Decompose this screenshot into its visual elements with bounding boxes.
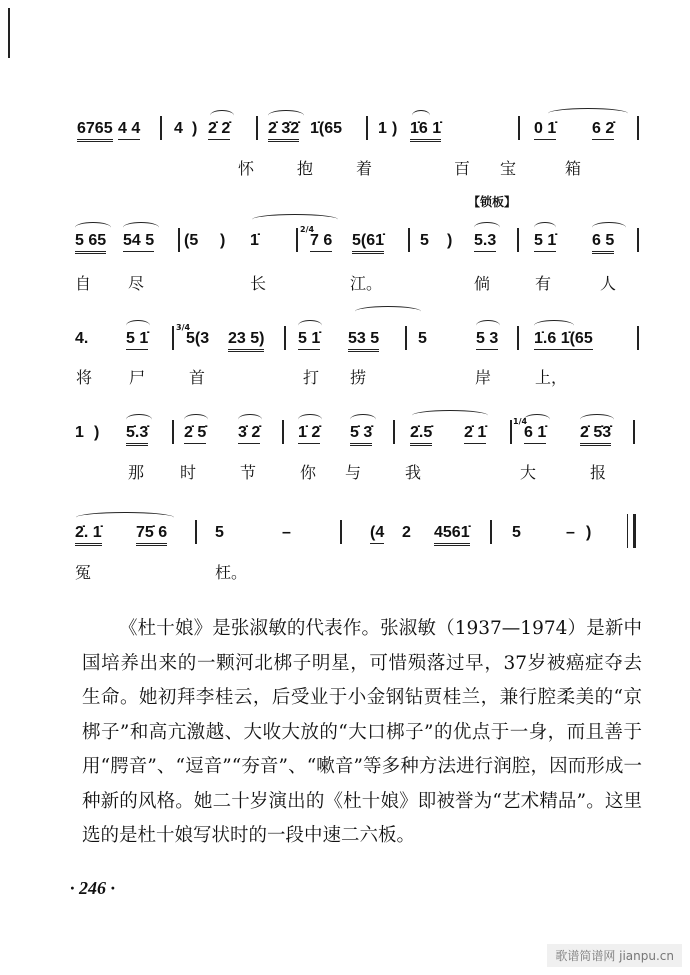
note-group: 2̇ 5̇ — [184, 424, 206, 444]
note-group: ) — [447, 232, 453, 249]
barline — [517, 228, 519, 252]
note-group: 5(61̇ — [352, 232, 384, 254]
lyric: 怀 — [238, 159, 255, 178]
note-group: 6 1̇ — [524, 424, 546, 444]
commentary-paragraph — [82, 612, 642, 854]
note-group: 6765 — [77, 120, 113, 142]
note-group: ) — [94, 424, 100, 441]
lyric: 打 — [303, 368, 320, 387]
note-group: 5 — [512, 524, 521, 541]
barline — [178, 228, 180, 252]
time-signature: 3/4 — [176, 323, 191, 332]
barline — [517, 326, 519, 350]
lyric: 那 — [128, 463, 145, 482]
note-group: 2̇ 5̇3̇ — [580, 424, 611, 446]
section-tag: 【锁板】 — [468, 195, 517, 209]
note-group: 4 — [174, 120, 183, 137]
lyric: 首 — [189, 368, 206, 387]
commentary-text: 《杜十娘》是张淑敏的代表作。张淑敏（1937—1974）是新中国培养出来的一颗河北梆子明星，可惜殒落过早，37岁被癌症夺去生命。她初拜李桂云，后受业于小金钢钻贾桂兰，兼行腔柔美的“京梆子”和高亢激越、大收大放的“大口梆子”的优点于一身，而且善于用“腭音”、“逗音”“夯音”、“嗽音”等多种方法进行润腔，因而形成一种新的风格。她二十岁演出的《杜十娘》即被誉为“艺术精品”。这里选的是杜十娘写状时的一段中速二六板。 — [82, 618, 642, 846]
note-group: 7 6 — [310, 232, 332, 252]
page-number: · 246 · — [70, 878, 115, 898]
lyric: 上， — [535, 368, 568, 387]
note-group: 4561̇ — [434, 524, 470, 546]
note-group: 5 1̇ — [126, 330, 148, 350]
lyric: 大 — [520, 463, 537, 482]
time-signature: 1/4 — [513, 417, 528, 426]
note-group: 1̇ — [250, 232, 259, 249]
note-group: 1 — [378, 120, 387, 137]
barline — [633, 420, 635, 444]
note-group: ) — [586, 524, 592, 541]
barline — [172, 326, 174, 350]
lyric: 宝 — [500, 159, 517, 178]
note-group: 5̇.3̇ — [126, 424, 148, 446]
note-group: 6 5 — [592, 232, 614, 254]
lyric: 报 — [590, 463, 607, 482]
final-barline — [627, 514, 636, 548]
note-group: (5 — [184, 232, 199, 249]
note-group: 75̇ 6 — [136, 524, 167, 546]
note-group: – — [282, 524, 291, 541]
note-group: 4 4 — [118, 120, 140, 140]
lyric: 江。 — [350, 274, 383, 293]
note-group: – — [566, 524, 575, 541]
lyric: 抱 — [297, 159, 314, 178]
barline — [282, 420, 284, 444]
watermark: 歌谱简谱网 jianpu.cn — [547, 944, 682, 967]
lyric: 冤 — [75, 563, 92, 582]
note-group: 6 2̇ — [592, 120, 614, 140]
time-signature: 2/4 — [300, 225, 315, 234]
barline — [637, 326, 639, 350]
slur — [412, 410, 488, 421]
note-group: ) — [192, 120, 198, 137]
lyric: 有 — [535, 274, 552, 293]
lyric: 岸 — [475, 368, 492, 387]
barline — [510, 420, 512, 444]
barline — [160, 116, 162, 140]
barline — [518, 116, 520, 140]
lyric: 节 — [240, 463, 257, 482]
note-group: 2 — [402, 524, 411, 541]
barline — [195, 520, 197, 544]
lyric: 箱 — [565, 159, 582, 178]
barline — [637, 228, 639, 252]
note-group: (4 — [370, 524, 384, 544]
note-group: 1̇(65 — [310, 120, 343, 137]
barline — [340, 520, 342, 544]
barline — [366, 116, 368, 140]
barline — [284, 326, 286, 350]
lyric: 倘 — [474, 274, 491, 293]
slur — [548, 108, 628, 119]
lyric: 时 — [180, 463, 197, 482]
note-group: 5 65 — [75, 232, 106, 254]
lyric: 人 — [600, 274, 617, 293]
lyric: 将 — [76, 368, 93, 387]
note-group: 2̇.5̇ — [410, 424, 432, 446]
lyric: 与 — [345, 463, 362, 482]
slur — [76, 512, 174, 523]
note-group: 3̇ 2̇ — [238, 424, 260, 444]
note-group: 5 1̇ — [534, 232, 556, 252]
note-group: 53 5 — [348, 330, 379, 352]
note-group: 23 5) — [228, 330, 264, 352]
note-group: 1̇6 1̇ — [410, 120, 441, 142]
note-group: 5 — [420, 232, 429, 249]
slur — [252, 214, 338, 225]
note-group: 1 — [75, 424, 84, 441]
lyric: 自 — [75, 274, 92, 293]
lyric: 枉。 — [215, 563, 248, 582]
note-group: 1̇.6 1̇(65 — [534, 330, 593, 350]
note-group: 54 5 — [123, 232, 154, 252]
note-group: 1̇ 2̇ — [298, 424, 320, 444]
lyric: 着 — [356, 159, 373, 178]
lyric: 我 — [405, 463, 422, 482]
slur — [355, 306, 421, 317]
lyric: 长 — [250, 274, 267, 293]
lyric: 尸 — [129, 368, 146, 387]
note-group: 5 3 — [476, 330, 498, 350]
note-group: 2̇ 1̇ — [464, 424, 486, 444]
lyric: 捞 — [350, 368, 367, 387]
barline — [256, 116, 258, 140]
note-group: 5̇ 3̇ — [350, 424, 372, 446]
barline — [172, 420, 174, 444]
note-group: 5.3 — [474, 232, 496, 252]
lyric: 你 — [300, 463, 317, 482]
barline — [296, 228, 298, 252]
note-group: 2̇ 2̇ — [208, 120, 230, 140]
note-group: 2̇. 1̇ — [75, 524, 102, 546]
lyric: 尽 — [128, 274, 145, 293]
barline — [637, 116, 639, 140]
barline — [393, 420, 395, 444]
note-group: 2̇ 3̇2̇ — [268, 120, 299, 142]
note-group: ) — [392, 120, 398, 137]
note-group: ) — [220, 232, 226, 249]
note-group: 4. — [75, 330, 89, 347]
barline — [408, 228, 410, 252]
note-group: 5 — [418, 330, 427, 347]
note-group: 0 1̇ — [534, 120, 556, 140]
note-group: 5 1̇ — [298, 330, 320, 350]
barline — [405, 326, 407, 350]
lyric: 百 — [454, 159, 471, 178]
note-group: 5 — [215, 524, 224, 541]
barline — [490, 520, 492, 544]
note-group: 5(3 — [186, 330, 210, 347]
margin-line — [8, 8, 10, 58]
